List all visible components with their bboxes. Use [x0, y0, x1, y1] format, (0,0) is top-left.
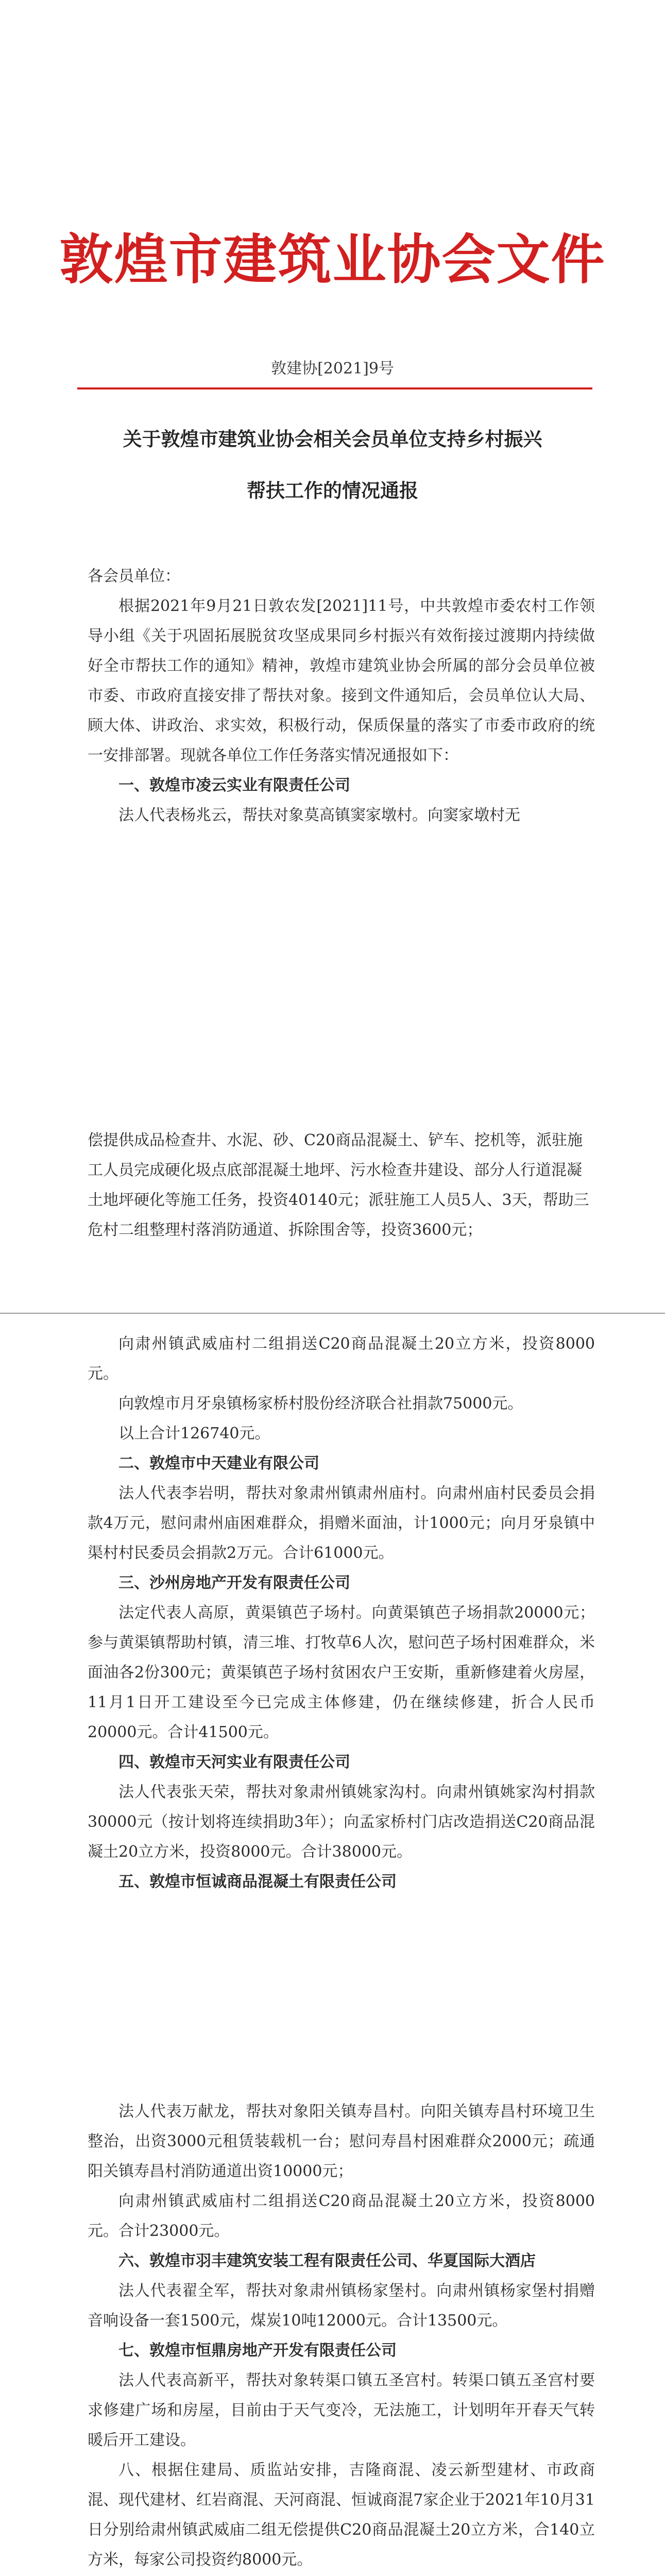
body-block-b: [88, 1126, 595, 1245]
intro-paragraph: 根据2021年9月21日敦农发[2021]11号，中共敦煌市委农村工作领导小组《关于巩固拓展脱贫攻坚成果同乡村振兴有效衔接过渡期内持续做好全市帮扶工作的通知》精神，敦煌市建筑业协会所属的部分会员单位被市委、市政府直接安排了帮扶对象。接到文件通知后，会员单位认大局、顾大体、讲政治、求实效，积极行动，保质保量的落实了市委市政府的统一安排部署。现就各单位工作任务落实情况通报如下：: [88, 597, 595, 765]
document-header-title: 敦煌市建筑业协会文件: [59, 228, 606, 291]
section-1-donation-yangjiaqiao: 向敦煌市月牙泉镇杨家桥村股份经济联合社捐款75000元。: [118, 1395, 523, 1413]
section-5-paragraph: 法人代表万献龙，帮扶对象阳关镇寿昌村。向阳关镇寿昌村环境卫生整治，出资3000元租赁装载机一台；慰问寿昌村困难群众2000元；疏通阳关镇寿昌村消防通道出资10000元；: [88, 2103, 595, 2180]
section-3-paragraph: 法定代表人高原，黄渠镇芭子场村。向黄渠镇芭子场捐款20000元；参与黄渠镇帮助村镇，清三堆、打牧草6人次，慰问芭子场村困难群众，米面油各2份300元；黄渠镇芭子场村贫困农户王安斯，重新修建着火房屋，11月1日开工建设至今已完成主体修建，仍在继续修建，折合人民币20000元。合计41500元。: [88, 1604, 595, 1741]
section-2-paragraph: 法人代表李岩明，帮扶对象肃州镇肃州庙村。向肃州庙村民委员会捐款4万元，慰问肃州庙困难群众，捐赠米面油，计1000元；向月牙泉镇中渠村村民委员会捐款2万元。合计61000元。: [88, 1484, 595, 1562]
section-4-paragraph: 法人代表张天荣，帮扶对象肃州镇姚家沟村。向肃州镇姚家沟村捐款30000元（按计划将连续捐助3年）；向孟家桥村门店改造捐送C20商品混凝土20立方米，投资8000元。合计38000元。: [88, 1783, 595, 1861]
section-6-heading: 六、敦煌市羽丰建筑安装工程有限责任公司、华夏国际大酒店: [118, 2252, 536, 2270]
section-7-heading: 七、敦煌市恒鼎房地产开发有限责任公司: [118, 2342, 397, 2360]
section-1-continuation: 偿提供成品检查井、水泥、砂、C20商品混凝土、铲车、挖机等，派驻施工人员完成硬化圾点底部混凝土地坪、污水检查井建设、部分人行道混凝土地坪硬化等施工任务，投资40140元；派驻施工人员5人、3天，帮助三危村二组整理村落消防通道、拆除围舍等，投资3600元；: [88, 1131, 589, 1239]
body-block-a: [88, 562, 595, 831]
section-3-heading: 三、沙州房地产开发有限责任公司: [118, 1574, 350, 1592]
scan-page-break: [0, 1313, 665, 1314]
section-5-heading: 五、敦煌市恒诚商品混凝土有限责任公司: [118, 1873, 397, 1891]
salutation: 各会员单位：: [88, 567, 180, 585]
section-6-paragraph: 法人代表翟全军，帮扶对象肃州镇杨家堡村。向肃州镇杨家堡村捐赠音响设备一套1500元，煤炭10吨12000元。合计13500元。: [88, 2282, 595, 2330]
notice-title-line-2: 帮扶工作的情况通报: [247, 479, 418, 502]
section-2-heading: 二、敦煌市中天建业有限公司: [118, 1454, 319, 1472]
section-1-donation-wuweimiao: 向肃州镇武威庙村二组捐送C20商品混凝土20立方米，投资8000元。: [88, 1335, 595, 1383]
red-divider: [77, 387, 592, 389]
notice-title-line-1: 关于敦煌市建筑业协会相关会员单位支持乡村振兴: [123, 428, 542, 450]
body-block-d: [88, 2097, 595, 2575]
section-5-donation: 向肃州镇武威庙村二组捐送C20商品混凝土20立方米，投资8000元。合计23000元。: [88, 2192, 595, 2240]
section-1-paragraph: 法人代表杨兆云，帮扶对象莫高镇窦家墩村。向窦家墩村无: [118, 806, 520, 824]
section-4-heading: 四、敦煌市天河实业有限责任公司: [118, 1753, 350, 1771]
section-8-paragraph: 八、根据住建局、质监站安排，吉隆商混、凌云新型建材、市政商混、现代建材、红岩商混、天河商混、恒诚商混7家企业于2021年10月31日分别给肃州镇武威庙二组无偿提供C20商品混凝土20立方米，合140立方米，每家公司投资约8000元。: [88, 2461, 595, 2569]
section-1-heading: 一、敦煌市凌云实业有限责任公司: [118, 776, 350, 794]
section-1-total: 以上合计126740元。: [118, 1425, 270, 1443]
body-block-c: [88, 1329, 595, 1897]
document-number: 敦建协[2021]9号: [271, 360, 394, 378]
section-7-paragraph: 法人代表高新平，帮扶对象转渠口镇五圣宫村。转渠口镇五圣宫村要求修建广场和房屋，目前由于天气变冷，无法施工，计划明年开春天气转暖后开工建设。: [88, 2371, 595, 2449]
